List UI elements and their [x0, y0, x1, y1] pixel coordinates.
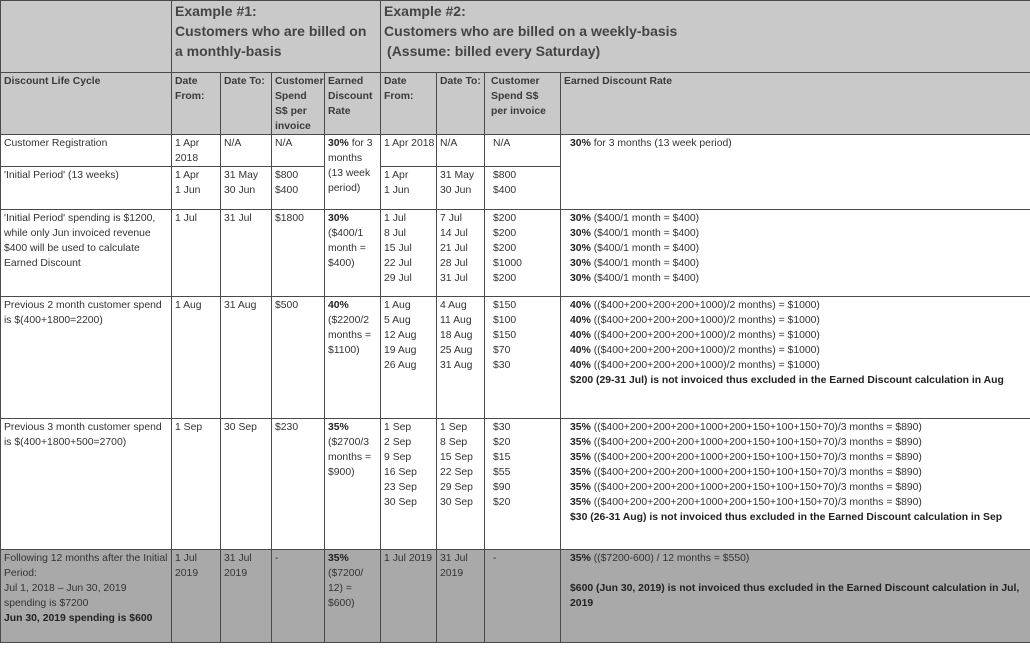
rate-percent: 30%: [570, 228, 591, 239]
m-to-cell: 31 Jul 2019: [221, 550, 272, 643]
header-lifecycle: Discount Life Cycle: [1, 73, 172, 135]
w-to-line: 31 May: [440, 170, 475, 181]
rate-percent: 35%: [570, 452, 591, 463]
w-from-line: 5 Aug: [384, 315, 411, 326]
lifecycle-bold-line: Jun 30, 2019 spending is $600: [4, 613, 153, 624]
rate-detail: (($400+200+200+200+1000)/2 months) = $1000): [593, 360, 820, 371]
w-from-line: 1 Apr: [384, 170, 409, 181]
w-to-line: 31 Aug: [440, 360, 473, 371]
m-to-cell: 30 Sep: [221, 419, 272, 550]
m-to-cell: N/A: [221, 135, 272, 167]
m-spend-line: $800: [275, 170, 299, 181]
rate-detail: ($400/1 month = $400): [593, 228, 700, 239]
rate-percent: 35%: [328, 422, 349, 433]
lifecycle-cell: 'Initial Period' (13 weeks): [1, 167, 172, 210]
header-w-spend: Customer Spend S$ per invoice: [485, 73, 561, 135]
header-m-to: Date To:: [221, 73, 272, 135]
w-from-line: 1 Aug: [384, 300, 411, 311]
m-spend-cell: -: [272, 550, 325, 643]
lifecycle-cell: Customer Registration: [1, 135, 172, 167]
rate-percent: 30%: [328, 213, 349, 224]
w-to-line: 21 Jul: [440, 243, 468, 254]
w-from-line: 12 Aug: [384, 330, 417, 341]
w-spend-line: $200: [493, 273, 517, 284]
w-rate-line: [570, 420, 1027, 435]
header-w-rate: Earned Discount Rate: [561, 73, 1030, 135]
w-to-line: 4 Aug: [440, 300, 467, 311]
w-from-line: 1 Sep: [384, 422, 412, 433]
header-w-to: Date To:: [437, 73, 485, 135]
w-spend-cell: -: [485, 550, 561, 643]
w-rate-line: [570, 211, 1027, 226]
w-rate-line: [570, 343, 1027, 358]
blank-corner-cell: [1, 1, 172, 73]
w-from-cell: [381, 419, 437, 550]
rate-percent: 35%: [570, 497, 591, 508]
w-spend-line: $30: [493, 422, 511, 433]
example2-header: [381, 1, 1030, 73]
w-to-line: 15 Sep: [440, 452, 473, 463]
w-spend-line: $20: [493, 437, 511, 448]
table-row: [1, 419, 1030, 550]
m-from-cell: [172, 167, 221, 210]
lifecycle-line: Following 12 months after the Initial Period:: [4, 553, 168, 579]
m-to-line: 31 May: [224, 170, 259, 181]
w-to-cell: N/A: [437, 135, 485, 167]
rate-percent: 40%: [570, 360, 591, 371]
header-w-from: Date From:: [381, 73, 437, 135]
rate-percent: 35%: [570, 553, 591, 564]
m-from-cell: 1 Jul: [172, 210, 221, 297]
rate-detail: (($400+200+200+200+1000+200+150+100+150+70)/3 months = $890): [593, 422, 922, 433]
w-spend-line: $70: [493, 345, 511, 356]
exclusion-note: $600 (Jun 30, 2019) is not invoiced thus excluded in the Earned Discount calculation in Jul, 2019: [570, 583, 1020, 609]
w-from-cell: [381, 297, 437, 419]
w-from-line: 9 Sep: [384, 452, 412, 463]
header-m-from: Date From:: [172, 73, 221, 135]
m-rate-cell: [325, 419, 381, 550]
w-spend-line: $400: [493, 185, 517, 196]
rate-percent: 35%: [328, 553, 349, 564]
w-from-cell: [381, 210, 437, 297]
w-from-line: 2 Sep: [384, 437, 412, 448]
m-spend-cell: $1800: [272, 210, 325, 297]
m-rate-cell: [325, 297, 381, 419]
w-from-line: 15 Jul: [384, 243, 412, 254]
m-spend-line: $400: [275, 185, 299, 196]
m-from-cell: 1 Jul 2019: [172, 550, 221, 643]
rate-percent: 40%: [570, 345, 591, 356]
w-spend-line: $100: [493, 315, 517, 326]
w-rate-line: [570, 328, 1027, 343]
rate-detail: ($400/1 month = $400): [593, 258, 700, 269]
rate-detail: (($400+200+200+200+1000+200+150+100+150+70)/3 months = $890): [593, 452, 922, 463]
header-m-spend: Customer Spend S$ per invoice: [272, 73, 325, 135]
m-to-cell: 31 Aug: [221, 297, 272, 419]
w-spend-line: $150: [493, 330, 517, 341]
w-rate-cell: [561, 419, 1030, 550]
m-from-line: 1 Jun: [175, 185, 201, 196]
w-from-line: 26 Aug: [384, 360, 417, 371]
rate-detail: ($400/1 month = $400): [593, 273, 700, 284]
w-rate-line: [570, 435, 1027, 450]
rate-detail: for 3 months (13 week period): [593, 138, 732, 149]
w-from-line: 19 Aug: [384, 345, 417, 356]
w-from-cell: 1 Apr 2018: [381, 135, 437, 167]
w-spend-line: $20: [493, 497, 511, 508]
w-to-line: 31 Jul: [440, 273, 468, 284]
rate-detail: ($2700/3 months = $900): [328, 437, 372, 478]
w-spend-line: $1000: [493, 258, 522, 269]
table-row: [1, 135, 1030, 167]
rate-percent: 40%: [570, 330, 591, 341]
rate-percent: 30%: [570, 273, 591, 284]
w-to-line: 7 Jul: [440, 213, 462, 224]
rate-detail: ($400/1 month = $400): [328, 228, 366, 269]
m-rate-cell: [325, 210, 381, 297]
w-rate-line: [570, 465, 1027, 480]
example2-note: (Assume: billed every Saturday): [387, 43, 601, 59]
w-to-cell: 31 Jul 2019: [437, 550, 485, 643]
example1-header: [172, 1, 381, 73]
rate-detail: ($7200/ 12) = $600): [328, 568, 364, 609]
w-spend-line: $90: [493, 482, 511, 493]
w-rate-cell: [561, 135, 1030, 210]
lifecycle-line: spending is $7200: [4, 598, 89, 609]
w-rate-line: [570, 271, 1027, 286]
w-to-cell: [437, 167, 485, 210]
example2-title: Example #2:: [384, 3, 466, 19]
table-row: [1, 550, 1030, 643]
m-from-cell: 1 Sep: [172, 419, 221, 550]
m-to-cell: 31 Jul: [221, 210, 272, 297]
w-spend-line: $55: [493, 467, 511, 478]
rate-detail: for 3 months (13 week period): [328, 138, 373, 194]
rate-detail: (($400+200+200+200+1000+200+150+100+150+70)/3 months = $890): [593, 497, 922, 508]
w-spend-cell: [485, 210, 561, 297]
rate-percent: 35%: [570, 422, 591, 433]
w-rate-line: [570, 358, 1027, 373]
w-rate-line: [570, 241, 1027, 256]
lifecycle-cell: 'Initial Period' spending is $1200, while only Jun invoiced revenue $400 will be used to calculate Earned Discount: [1, 210, 172, 297]
m-from-cell: 1 Apr 2018: [172, 135, 221, 167]
w-spend-line: $200: [493, 243, 517, 254]
table-row: [1, 210, 1030, 297]
w-spend-line: $150: [493, 300, 517, 311]
m-spend-cell: [272, 167, 325, 210]
rate-percent: 35%: [570, 467, 591, 478]
rate-detail: (($400+200+200+200+1000)/2 months) = $1000): [593, 300, 820, 311]
w-rate-cell: [561, 210, 1030, 297]
m-from-line: 1 Apr: [175, 170, 200, 181]
w-rate-line: [570, 256, 1027, 271]
rate-detail: ($2200/2 months = $1100): [328, 315, 372, 356]
rate-percent: 30%: [328, 138, 349, 149]
m-spend-cell: $230: [272, 419, 325, 550]
rate-detail: (($7200-600) / 12 months = $550): [593, 553, 750, 564]
w-spend-cell: [485, 167, 561, 210]
rate-detail: (($400+200+200+200+1000)/2 months) = $1000): [593, 345, 820, 356]
w-from-cell: [381, 167, 437, 210]
exclusion-note: $200 (29-31 Jul) is not invoiced thus excluded in the Earned Discount calculation in Aug: [570, 375, 1004, 386]
w-spend-cell: [485, 419, 561, 550]
rate-percent: 35%: [570, 482, 591, 493]
exclusion-note: $30 (26-31 Aug) is not invoiced thus excluded in the Earned Discount calculation in Sep: [570, 512, 1003, 523]
rate-percent: 30%: [570, 243, 591, 254]
rate-detail: (($400+200+200+200+1000+200+150+100+150+70)/3 months = $890): [593, 482, 922, 493]
w-spend-line: $200: [493, 213, 517, 224]
w-spend-cell: [485, 297, 561, 419]
m-spend-cell: $500: [272, 297, 325, 419]
example2-subtitle: Customers who are billed on a weekly-basis: [384, 23, 678, 39]
rate-detail: (($400+200+200+200+1000+200+150+100+150+70)/3 months = $890): [593, 437, 922, 448]
w-to-line: 25 Aug: [440, 345, 473, 356]
w-from-cell: 1 Jul 2019: [381, 550, 437, 643]
w-spend-line: $800: [493, 170, 517, 181]
w-to-line: 30 Jun: [440, 185, 472, 196]
w-from-line: 8 Jul: [384, 228, 406, 239]
lifecycle-cell: Previous 3 month customer spend is $(400+1800+500=2700): [1, 419, 172, 550]
w-to-line: 22 Sep: [440, 467, 473, 478]
rate-percent: 30%: [570, 213, 591, 224]
w-from-line: 22 Jul: [384, 258, 412, 269]
w-to-line: 30 Sep: [440, 497, 473, 508]
m-rate-cell: [325, 550, 381, 643]
example1-subtitle: Customers who are billed on a monthly-basis: [175, 23, 367, 59]
w-rate-line: [570, 298, 1027, 313]
w-from-line: 1 Jun: [384, 185, 410, 196]
header-m-rate: Earned Discount Rate: [325, 73, 381, 135]
rate-percent: 30%: [570, 258, 591, 269]
w-to-cell: [437, 297, 485, 419]
w-rate-line: [570, 313, 1027, 328]
m-rate-cell: [325, 135, 381, 210]
rate-percent: 35%: [570, 437, 591, 448]
rate-detail: (($400+200+200+200+1000)/2 months) = $1000): [593, 315, 820, 326]
w-rate-line: [570, 551, 1027, 566]
w-to-line: 29 Sep: [440, 482, 473, 493]
rate-percent: 30%: [570, 138, 591, 149]
lifecycle-cell: Previous 2 month customer spend is $(400+1800=2200): [1, 297, 172, 419]
w-to-line: 28 Jul: [440, 258, 468, 269]
w-from-line: 1 Jul: [384, 213, 406, 224]
w-from-line: 29 Jul: [384, 273, 412, 284]
w-to-line: 1 Sep: [440, 422, 468, 433]
rate-percent: 40%: [328, 300, 349, 311]
example1-title: Example #1:: [175, 3, 257, 19]
m-from-cell: 1 Aug: [172, 297, 221, 419]
w-to-line: 14 Jul: [440, 228, 468, 239]
w-to-line: 8 Sep: [440, 437, 468, 448]
w-from-line: 23 Sep: [384, 482, 417, 493]
rate-percent: 40%: [570, 315, 591, 326]
lifecycle-cell: [1, 550, 172, 643]
w-spend-cell: N/A: [485, 135, 561, 167]
w-from-line: 30 Sep: [384, 497, 417, 508]
w-spend-line: $30: [493, 360, 511, 371]
w-to-cell: [437, 419, 485, 550]
w-to-line: 18 Aug: [440, 330, 473, 341]
w-from-line: 16 Sep: [384, 467, 417, 478]
w-spend-line: $200: [493, 228, 517, 239]
lifecycle-line: Jul 1, 2018 – Jun 30, 2019: [4, 583, 127, 594]
rate-detail: ($400/1 month = $400): [593, 213, 700, 224]
w-rate-cell: [561, 297, 1030, 419]
w-rate-line: [570, 226, 1027, 241]
w-rate-line: [570, 450, 1027, 465]
w-to-line: 11 Aug: [440, 315, 472, 326]
w-rate-line: [570, 495, 1027, 510]
rate-detail: (($400+200+200+200+1000)/2 months) = $1000): [593, 330, 820, 341]
w-to-cell: [437, 210, 485, 297]
w-rate-line: [570, 480, 1027, 495]
rate-detail: (($400+200+200+200+1000+200+150+100+150+70)/3 months = $890): [593, 467, 922, 478]
m-spend-cell: N/A: [272, 135, 325, 167]
m-to-cell: [221, 167, 272, 210]
rate-detail: ($400/1 month = $400): [593, 243, 700, 254]
w-rate-cell: [561, 550, 1030, 643]
m-to-line: 30 Jun: [224, 185, 256, 196]
rate-percent: 40%: [570, 300, 591, 311]
table-row: [1, 297, 1030, 419]
w-spend-line: $15: [493, 452, 511, 463]
